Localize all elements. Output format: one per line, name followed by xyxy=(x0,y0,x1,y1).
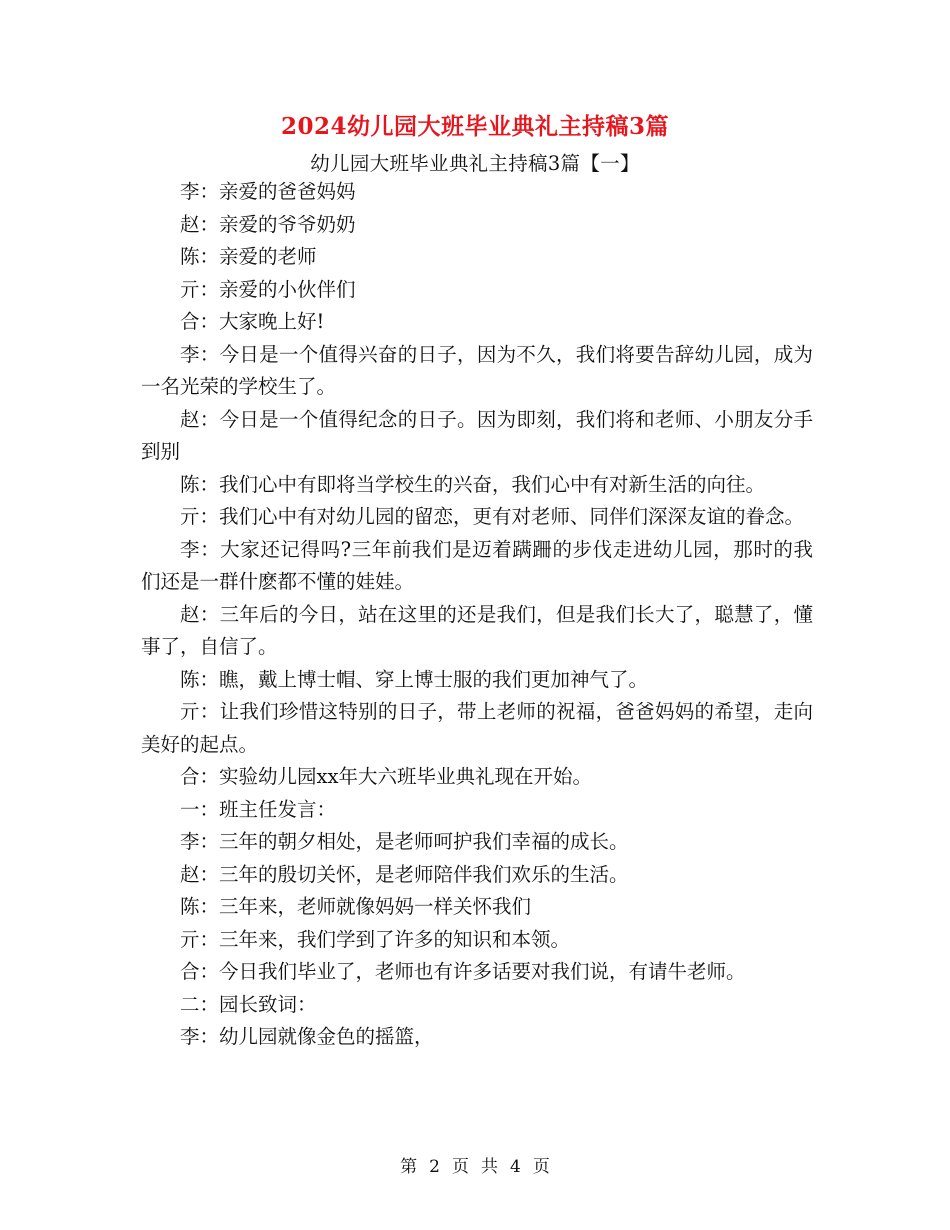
paragraph: 亓：亲爱的小伙伴们 xyxy=(180,277,356,301)
paragraph: 陈：三年来，老师就像妈妈一样关怀我们 xyxy=(180,895,532,918)
paragraph: 赵：亲爱的爷爷奶奶 xyxy=(180,212,356,236)
footer-label-total: 共 xyxy=(481,1157,498,1177)
document-title: 2024幼儿园大班毕业典礼主持稿3篇 xyxy=(280,113,670,140)
paragraph: 陈：瞧，戴上博士帽、穿上博士服的我们更加神气了。 xyxy=(180,667,649,691)
paragraph: 合：大家晚上好! xyxy=(180,310,325,333)
document-body xyxy=(141,176,813,1054)
footer-total-pages: 4 xyxy=(510,1157,521,1177)
footer-label-page: 第 xyxy=(400,1157,418,1177)
paragraph: 赵：今日是一个值得纪念的日子。因为即刻，我们将和老师、小朋友分手到别 xyxy=(141,407,813,463)
paragraph: 李：大家还记得吗?三年前我们是迈着蹒跚的步伐走进幼儿园，那时的我们还是一群什麽都不懂的娃娃。 xyxy=(141,537,813,593)
paragraph: 合：今日我们毕业了，老师也有许多话要对我们说，有请牛老师。 xyxy=(180,960,746,983)
paragraph: 赵：三年的殷切关怀，是老师陪伴我们欢乐的生活。 xyxy=(180,862,629,886)
paragraph: 陈：亲爱的老师 xyxy=(180,245,317,268)
paragraph: 赵：三年后的今日，站在这里的还是我们，但是我们长大了，聪慧了，懂事了，自信了。 xyxy=(141,602,813,658)
paragraph: 李：三年的朝夕相处，是老师呵护我们幸福的成长。 xyxy=(180,830,629,853)
paragraph: 亓：三年来，我们学到了许多的知识和本领。 xyxy=(180,927,571,951)
footer-label-unit: 页 xyxy=(452,1157,469,1177)
paragraph: 二：园长致词： xyxy=(180,992,317,1016)
paragraph: 一：班主任发言： xyxy=(180,797,337,821)
footer-label-unit2: 页 xyxy=(532,1157,550,1177)
paragraph: 陈：我们心中有即将当学校生的兴奋，我们心中有对新生活的向往。 xyxy=(180,472,766,496)
page-number-footer xyxy=(0,1152,950,1177)
paragraph: 李：今日是一个值得兴奋的日子，因为不久，我们将要告辞幼儿园，成为一名光荣的学校生了。 xyxy=(141,342,813,398)
paragraph: 亓：让我们珍惜这特别的日子，带上老师的祝福，爸爸妈妈的希望，走向美好的起点。 xyxy=(141,700,813,756)
paragraph: 合：实验幼儿园xx年大六班毕业典礼现在开始。 xyxy=(180,765,592,788)
paragraph: 李：亲爱的爸爸妈妈 xyxy=(180,180,356,203)
paragraph: 李：幼儿园就像金色的摇篮， xyxy=(180,1025,434,1048)
paragraph: 亓：我们心中有对幼儿园的留恋，更有对老师、同伴们深深友谊的眷念。 xyxy=(180,505,805,528)
footer-current-page: 2 xyxy=(429,1157,440,1177)
document-subtitle: 幼儿园大班毕业典礼主持稿3篇【一】 xyxy=(310,152,640,175)
